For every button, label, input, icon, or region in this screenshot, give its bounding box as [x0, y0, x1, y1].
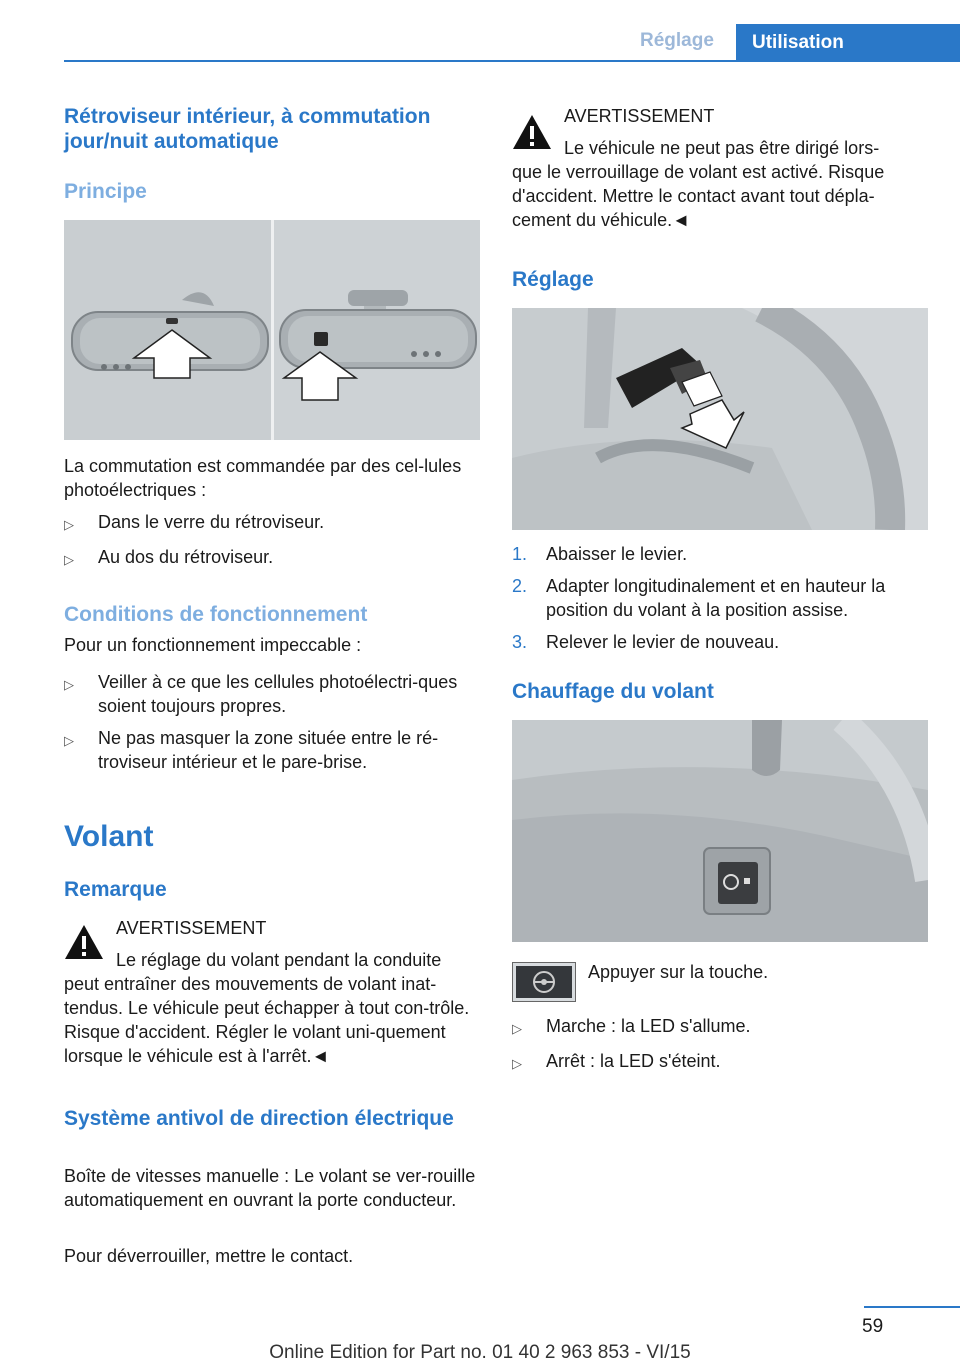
list-item — [512, 1014, 928, 1041]
bullet-icon: ▷ — [64, 677, 74, 692]
warning-text: peut entraîner des mouvements de volant inat-tendus. Le véhicule peut échapper à tout con-trôle. Risque d'accident. Régler le volant uni-quement lorsque le véhicule est à l'arrêt.◄ — [64, 974, 470, 1066]
list-item-text: Arrêt : la LED s'éteint. — [546, 1051, 721, 1071]
list-item-text: Veiller à ce que les cellules photoélectri-ques soient toujours propres. — [98, 672, 458, 716]
antivol-text-2: Pour déverrouiller, mettre le contact. — [64, 1246, 354, 1266]
volant-heading: Volant — [64, 820, 154, 853]
chauffage-heading: Chauffage du volant — [512, 680, 714, 703]
warning-triangle-icon — [512, 114, 552, 155]
warning-title: AVERTISSEMENT — [564, 106, 715, 126]
chauffage-bullet-list — [512, 1014, 928, 1076]
warning-first-line: Le véhicule ne peut pas être dirigé lors- — [564, 138, 880, 158]
steering-heat-button-icon — [512, 962, 576, 1002]
warning-triangle-icon — [64, 924, 104, 965]
list-item-text: Ne pas masquer la zone située entre le ré-troviseur intérieur et le pare-brise. — [98, 728, 439, 772]
step-text: Adapter longitudinalement et en hauteur la position du volant à la position assise. — [546, 576, 886, 620]
bullet-icon: ▷ — [64, 517, 74, 532]
button-instruction: Appuyer sur la touche. — [588, 962, 769, 982]
list-item — [64, 545, 480, 572]
step-text: Relever le levier de nouveau. — [546, 632, 780, 652]
remarque-heading: Remarque — [64, 878, 167, 901]
antivol-text: Boîte de vitesses manuelle : Le volant se ver-rouille automatiquement en ouvrant la porte conducteur. — [64, 1166, 476, 1210]
principe-text: La commutation est commandée par des cel-lules photoélectriques : — [64, 456, 462, 500]
mirror-illustration — [64, 220, 480, 440]
mirror-title: Rétroviseur intérieur, à commutation jour/nuit automatique — [64, 105, 431, 153]
reglage-heading: Réglage — [512, 268, 594, 291]
step-number: 1. — [512, 544, 528, 564]
footer-rule — [864, 1306, 960, 1308]
warning-first-line: Le réglage du volant pendant la conduite — [116, 950, 442, 970]
list-item — [64, 670, 480, 718]
steering-lever-illustration — [512, 308, 928, 530]
tab-utilisation[interactable]: Utilisation — [736, 24, 960, 62]
list-item — [512, 574, 928, 622]
conditions-bullet-list — [64, 670, 480, 774]
bullet-icon: ▷ — [64, 733, 74, 748]
header-rule — [64, 60, 960, 62]
list-item — [512, 630, 928, 654]
principe-heading: Principe — [64, 180, 147, 203]
step-text: Abaisser le levier. — [546, 544, 688, 564]
heated-steering-illustration — [512, 720, 928, 942]
warning-title: AVERTISSEMENT — [116, 918, 267, 938]
list-item — [64, 726, 480, 774]
conditions-intro: Pour un fonctionnement impeccable : — [64, 635, 362, 655]
list-item-text: Dans le verre du rétroviseur. — [98, 512, 325, 532]
bullet-icon: ▷ — [512, 1056, 522, 1071]
bullet-icon: ▷ — [512, 1021, 522, 1036]
list-item — [512, 1049, 928, 1076]
warning-text: que le verrouillage de volant est activé. Risque d'accident. Mettre le contact avant tout dépla-cement du véhicule.◄ — [512, 162, 885, 230]
conditions-heading: Conditions de fonctionnement — [64, 603, 368, 626]
list-item-text: Au dos du rétroviseur. — [98, 547, 274, 567]
page-number: 59 — [862, 1316, 884, 1337]
step-number: 3. — [512, 632, 528, 652]
step-number: 2. — [512, 576, 528, 596]
step-list — [512, 542, 928, 654]
list-item-text: Marche : la LED s'allume. — [546, 1016, 751, 1036]
list-item — [64, 510, 480, 537]
antivol-heading: Système antivol de direction électrique — [64, 1107, 454, 1130]
footer-edition: Online Edition for Part no. 01 40 2 963 853 - VI/15 — [269, 1342, 691, 1363]
principe-bullet-list — [64, 510, 480, 572]
bullet-icon: ▷ — [64, 552, 74, 567]
tab-reglage[interactable]: Réglage — [640, 30, 714, 51]
list-item — [512, 542, 928, 566]
